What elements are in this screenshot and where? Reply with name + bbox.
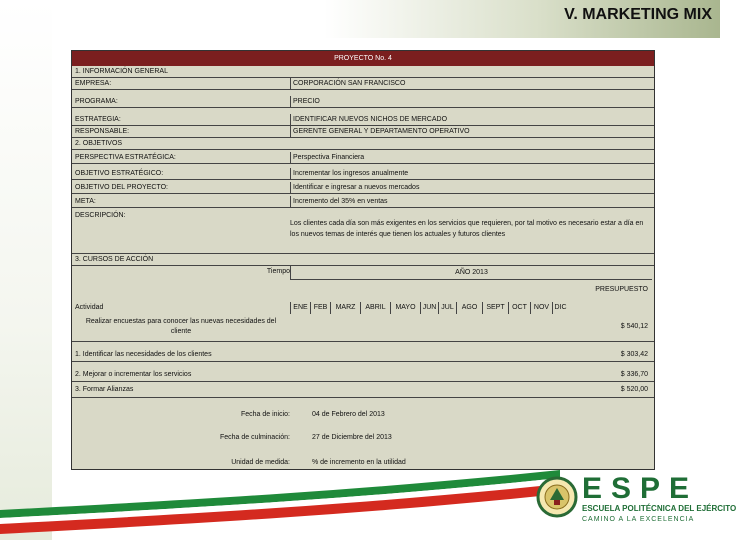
fecha-inicio-value: 04 de Febrero del 2013 — [312, 411, 385, 418]
actividad-row — [72, 314, 654, 342]
left-decor-stripe — [0, 0, 52, 540]
unidad-medida-label: Unidad de medida: — [231, 459, 290, 466]
project-sheet — [71, 50, 655, 470]
actividad-presupuesto: $ 520,00 — [620, 386, 648, 393]
section-cursos-accion: 3. CURSOS DE ACCIÓN — [72, 254, 654, 266]
cursos-accion-table — [72, 266, 654, 398]
fecha-culminacion-label: Fecha de culminación: — [219, 434, 290, 441]
actividad-presupuesto: $ 336,70 — [620, 371, 648, 378]
presupuesto-label: PRESUPUESTO — [595, 286, 648, 293]
month-header-jun: JUN — [420, 302, 438, 314]
month-header-abril: ABRIL — [360, 302, 390, 314]
section-objetivos: 2. OBJETIVOS — [72, 138, 654, 150]
espe-wordmark: ESPE — [582, 472, 699, 505]
month-header-ene: ENE — [290, 302, 310, 314]
anio-header: AÑO 2013 — [290, 266, 652, 280]
objetivo-row: OBJETIVO ESTRATÉGICO: Incrementar los ingresos anualmente — [72, 168, 654, 180]
section-info-general: 1. INFORMACIÓN GENERAL — [72, 66, 654, 78]
actividad-row — [72, 362, 654, 382]
actividad-presupuesto: $ 540,12 — [620, 323, 648, 330]
month-header-oct: OCT — [508, 302, 530, 314]
descripcion-label: DESCRIPCIÓN: — [75, 212, 126, 219]
actividad-row — [72, 342, 654, 362]
actividad-text: 3. Formar Alianzas — [75, 386, 134, 393]
month-header-dic: DIC — [552, 302, 568, 314]
actividad-text: 1. Identificar las necesidades de los clientes — [75, 351, 212, 358]
flag-ribbon-decoration — [0, 462, 560, 540]
actividad-row — [72, 382, 654, 398]
info-row: ESTRATEGIA: IDENTIFICAR NUEVOS NICHOS DE MERCADO — [72, 114, 654, 126]
actividad-presupuesto: $ 303,42 — [620, 351, 648, 358]
espe-seal-icon — [536, 474, 578, 520]
actividad-text: Realizar encuestas para conocer las nuevas necesidades del cliente — [85, 318, 277, 335]
month-header-sept: SEPT — [482, 302, 508, 314]
actividad-label: Actividad — [75, 304, 104, 311]
unidad-medida-value: % de incremento en la utilidad — [312, 459, 406, 466]
espe-motto: CAMINO A LA EXCELENCIA — [582, 516, 695, 523]
fecha-culminacion-value: 27 de Diciembre del 2013 — [312, 434, 392, 441]
info-row: EMPRESA: CORPORACIÓN SAN FRANCISCO — [72, 78, 654, 90]
actividad-text: 2. Mejorar o incrementar los servicios — [75, 371, 192, 378]
month-header-marz: MARZ — [330, 302, 360, 314]
descripcion-text: Los clientes cada día son más exigentes en los servicios que requieren, por tal motivo es necesario estar a día en los nuevos temas de interés que tienen los actuales y futuros clientes — [290, 220, 644, 238]
info-row: PROGRAMA: PRECIO — [72, 96, 654, 108]
espe-institution-name: ESCUELA POLITÉCNICA DEL EJÉRCITO — [582, 504, 736, 513]
month-header-feb: FEB — [310, 302, 330, 314]
objetivo-row: PERSPECTIVA ESTRATÉGICA: Perspectiva Financiera — [72, 152, 654, 164]
espe-logo — [530, 470, 736, 540]
slide-title: V. MARKETING MIX — [564, 6, 712, 23]
sheet-title: PROYECTO No. 4 — [72, 51, 654, 66]
month-header-nov: NOV — [530, 302, 552, 314]
descripcion-block — [72, 208, 654, 254]
months-row — [72, 302, 654, 314]
info-row: RESPONSABLE: GERENTE GENERAL Y DEPARTAMENTO OPERATIVO — [72, 126, 654, 138]
objetivo-row: OBJETIVO DEL PROYECTO: Identificar e ingresar a nuevos mercados — [72, 182, 654, 194]
month-header-mayo: MAYO — [390, 302, 420, 314]
tiempo-label: Tiempo — [266, 268, 290, 275]
fecha-inicio-label: Fecha de inicio: — [240, 411, 290, 418]
month-header-jul: JUL — [438, 302, 456, 314]
objetivo-row: META: Incremento del 35% en ventas — [72, 196, 654, 208]
month-header-ago: AGO — [456, 302, 482, 314]
